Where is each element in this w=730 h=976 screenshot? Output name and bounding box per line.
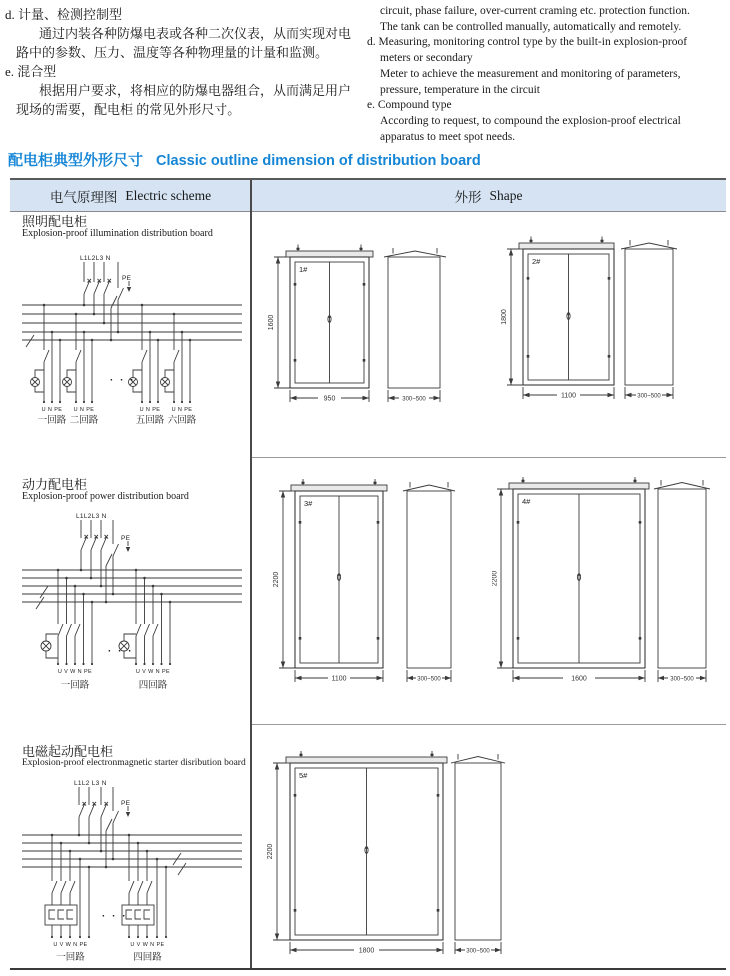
intro-line: e. Compound type bbox=[367, 99, 452, 112]
cabinet-1-drawing bbox=[262, 238, 462, 418]
scheme-title-zh-row2: 动力配电柜 bbox=[22, 477, 88, 492]
intro-line: Meter to achieve the measurement and monitoring of parameters, bbox=[380, 67, 681, 80]
section-title-zh: 配电柜典型外形尺寸 bbox=[8, 152, 144, 169]
intro-line: 现场的需要，配电柜 的常见外形尺寸。 bbox=[16, 102, 241, 117]
circuit-label: 一回路 bbox=[60, 681, 90, 691]
header-scheme-en: Electric scheme bbox=[125, 187, 212, 203]
ellipsis: · · · bbox=[102, 911, 128, 922]
intro-line: e. 混合型 bbox=[5, 64, 57, 79]
cabinet-width-dim: 1800 bbox=[358, 947, 375, 955]
header-cell-electric-scheme bbox=[10, 180, 251, 211]
header-scheme-zh: 电气原理图 bbox=[49, 189, 118, 205]
terminal-labels: U N PE bbox=[73, 407, 95, 413]
circuit-label: 六回路 bbox=[167, 416, 197, 426]
terminal-labels: U N PE bbox=[171, 407, 193, 413]
intro-line: 通过内装各种防爆电表或各种二次仪表，从而实现对电 bbox=[39, 26, 352, 41]
table-header bbox=[10, 180, 726, 212]
header-shape-en: Shape bbox=[489, 187, 523, 203]
cabinet-width-dim: 1600 bbox=[571, 675, 587, 683]
intro-line: d. Measuring, monitoring control type by the built-in explosion-proof bbox=[367, 36, 688, 49]
scheme-title-zh-row3: 电磁起动配电柜 bbox=[22, 744, 114, 759]
branch-circuit bbox=[119, 569, 171, 675]
branch-circuit bbox=[63, 313, 95, 413]
cabinet-width-dim: 950 bbox=[323, 395, 336, 403]
terminal-labels: U N PE bbox=[41, 407, 63, 413]
cabinet-depth-dim: 300~500 bbox=[670, 676, 694, 683]
intro-line: 根据用户要求，将相应的防爆电器组合，从而满足用户 bbox=[39, 83, 352, 98]
header-cell-shape bbox=[251, 180, 726, 211]
cabinet-number: 1# bbox=[299, 265, 308, 274]
branch-circuit bbox=[161, 313, 193, 413]
scheme-title-en-row2: Explosion-proof power distribution board bbox=[22, 491, 189, 502]
circuit-label: 五回路 bbox=[135, 416, 165, 426]
pe-label: PE bbox=[121, 800, 131, 807]
cabinet-depth-dim: 300~500 bbox=[402, 396, 426, 403]
phase-labels: L1L2L3 N bbox=[76, 513, 107, 520]
section-title bbox=[8, 149, 481, 170]
header-shape-zh: 外形 bbox=[454, 189, 482, 205]
schematic-starter bbox=[18, 775, 246, 965]
cabinet-width-dim: 1100 bbox=[331, 675, 347, 683]
cabinet-number: 4# bbox=[522, 497, 531, 506]
section-title-en: Classic outline dimension of distribution board bbox=[156, 153, 481, 169]
cabinet-height-dim: 1600 bbox=[268, 314, 275, 331]
cabinet-height-dim: 2200 bbox=[273, 571, 280, 588]
cabinet-height-dim: 1800 bbox=[501, 309, 508, 325]
terminal-labels: U V W N PE bbox=[135, 669, 171, 675]
circuit-label: 四回路 bbox=[138, 681, 168, 691]
cabinet-width-dim: 1100 bbox=[560, 392, 577, 400]
cabinet-height-dim: 2200 bbox=[267, 843, 274, 860]
circuit-label: 一回路 bbox=[56, 953, 85, 963]
intro-line: pressure, temperature in the circuit bbox=[380, 83, 540, 96]
terminal-labels: U N PE bbox=[139, 407, 161, 413]
ellipsis: · · · bbox=[108, 646, 134, 657]
cabinet-number: 2# bbox=[532, 257, 541, 266]
cabinet-5-drawing bbox=[264, 750, 514, 962]
circuit-label: 二回路 bbox=[69, 416, 99, 426]
scheme-title-en-row3: Explosion-proof electronmagnetic starter disribution board bbox=[22, 758, 246, 768]
cabinet-depth-dim: 300~500 bbox=[637, 393, 661, 400]
column-divider bbox=[250, 180, 252, 968]
intro-line: According to request, to compound the explosion-proof electrical bbox=[380, 114, 681, 127]
intro-line: apparatus to meet spot needs. bbox=[380, 130, 516, 143]
branch-circuit bbox=[129, 304, 161, 413]
intro-chinese bbox=[5, 5, 363, 119]
intro-line: The tank can be controlled manually, automatically and remotely. bbox=[380, 20, 682, 33]
schematic-illumination bbox=[18, 250, 246, 428]
cabinet-3-drawing bbox=[270, 478, 460, 686]
terminal-labels: U V W N PE bbox=[130, 942, 165, 948]
terminal-labels: U V W N PE bbox=[57, 669, 93, 675]
intro-line: 路中的参数、压力、温度等各种物理量的计量和监测。 bbox=[16, 45, 329, 60]
intro-english bbox=[367, 4, 727, 145]
phase-labels: L1L2 L3 N bbox=[74, 780, 107, 787]
branch-circuit bbox=[41, 569, 93, 675]
cabinet-4-drawing bbox=[492, 476, 720, 688]
ellipsis: · · · bbox=[110, 375, 136, 386]
cabinet-number: 3# bbox=[304, 499, 313, 508]
terminal-labels: U V W N PE bbox=[53, 942, 88, 948]
cabinet-depth-dim: 300~500 bbox=[417, 676, 441, 683]
circuit-label: 一回路 bbox=[37, 416, 67, 426]
intro-line: d. 计量、检测控制型 bbox=[5, 7, 123, 22]
scheme-title-en-row1: Explosion-proof illumination distribution board bbox=[22, 228, 213, 239]
schematic-power bbox=[18, 508, 246, 700]
row-divider-1 bbox=[252, 457, 727, 458]
circuit-label: 四回路 bbox=[133, 953, 162, 963]
row-divider-2 bbox=[252, 724, 727, 725]
cabinet-depth-dim: 300~500 bbox=[466, 948, 490, 955]
phase-labels: L1L2L3 N bbox=[80, 255, 111, 262]
cabinet-number: 5# bbox=[299, 771, 308, 780]
cabinet-height-dim: 2200 bbox=[492, 570, 499, 587]
branch-circuit bbox=[31, 304, 63, 413]
cabinet-2-drawing bbox=[497, 232, 697, 418]
intro-line: circuit, phase failure, over-current craming etc. protection function. bbox=[380, 5, 690, 17]
pe-label: PE bbox=[121, 535, 131, 542]
pe-label: PE bbox=[122, 275, 132, 282]
intro-line: meters or secondary bbox=[380, 52, 473, 65]
scheme-title-zh-row1: 照明配电柜 bbox=[22, 214, 88, 229]
